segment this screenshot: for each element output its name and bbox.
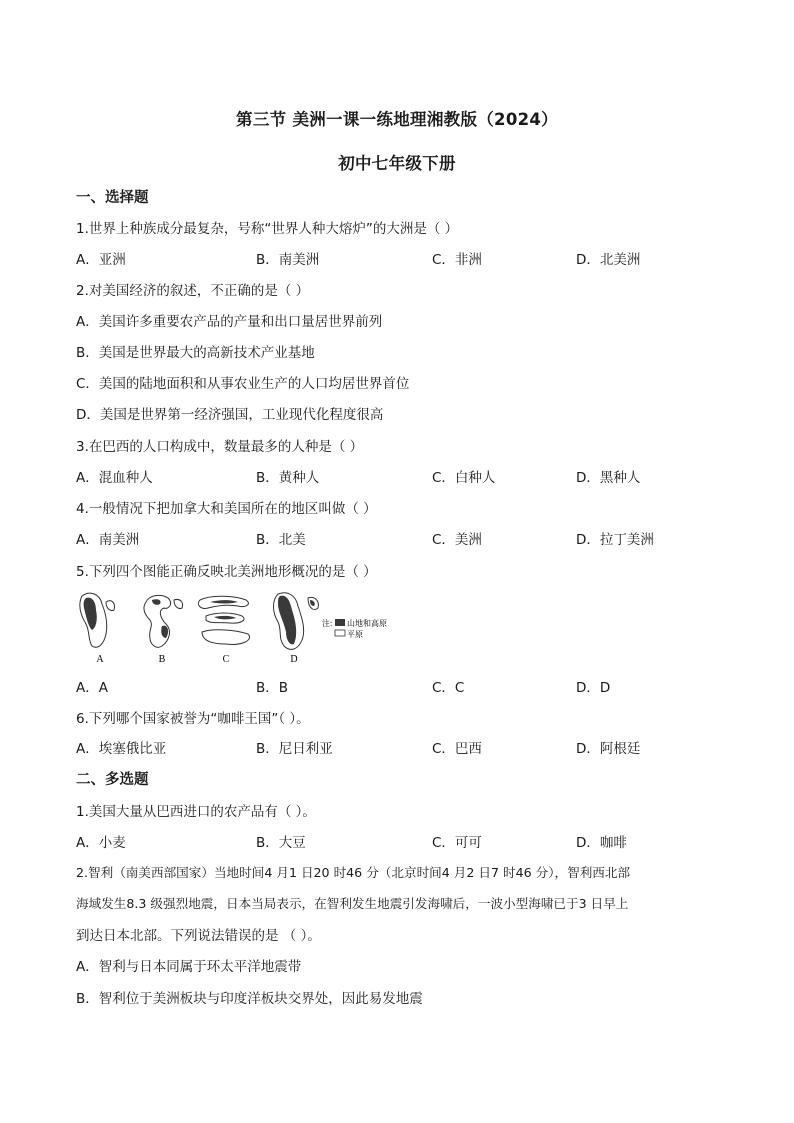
document-title: 第三节 美洲一课一练地理湘教版（2024）: [236, 110, 558, 129]
terrain-map-b: [144, 595, 183, 647]
legend-mountain-label: 山地和高原: [347, 619, 387, 628]
terrain-map-figure: [76, 588, 416, 668]
legend-note: 注:: [322, 619, 333, 628]
multi-question-2-option-b[interactable]: B．智利位于美洲板块与印度洋板块交界处，因此易发地震: [76, 991, 423, 1007]
question-1-option-d[interactable]: D．北美洲: [576, 252, 641, 268]
question-1-option-b[interactable]: B．南美洲: [256, 252, 320, 268]
question-5-stem: 5.下列四个图能正确反映北美洲地形概况的是（ ）: [76, 564, 377, 580]
question-4-option-c[interactable]: C．美洲: [432, 532, 482, 548]
legend-light-swatch: [335, 630, 345, 636]
question-6-option-d[interactable]: D．阿根廷: [576, 741, 641, 757]
question-2-stem: 2.对美国经济的叙述，不正确的是（ ）: [76, 283, 310, 299]
question-2-option-d[interactable]: D．美国是世界第一经济强国，工业现代化程度很高: [76, 407, 384, 423]
terrain-legend: [322, 618, 387, 639]
multi-question-2-stem-line-3: 到达日本北部。下列说法错误的是 （ ）。: [76, 928, 321, 944]
question-5-option-d[interactable]: D．D: [576, 680, 611, 696]
terrain-map-a: [80, 593, 115, 647]
question-2-option-a[interactable]: A．美国许多重要农产品的产量和出口量居世界前列: [76, 314, 383, 330]
question-1-stem: 1.世界上种族成分最复杂，号称“世界人种大熔炉”的大洲是（ ）: [76, 221, 459, 237]
figure-label-c: C: [222, 654, 230, 665]
multi-question-1-option-c[interactable]: C．可可: [432, 835, 482, 851]
question-4-option-b[interactable]: B．北美: [256, 532, 306, 548]
question-3-option-c[interactable]: C．白种人: [432, 470, 496, 486]
question-6-option-c[interactable]: C．巴西: [432, 741, 482, 757]
multi-question-1-option-a[interactable]: A．小麦: [76, 835, 126, 851]
question-5-option-a[interactable]: A．A: [76, 680, 108, 696]
question-3-option-b[interactable]: B．黄种人: [256, 470, 320, 486]
question-4-option-d[interactable]: D．拉丁美洲: [576, 532, 654, 548]
multi-question-1-option-b[interactable]: B．大豆: [256, 835, 306, 851]
question-3-stem: 3.在巴西的人口构成中，数量最多的人种是（ ）: [76, 439, 364, 455]
multi-question-2-stem-line-2: 海域发生8.3 级强烈地震，日本当局表示，在智利发生地震引发海啸后，一波小型海啸已于3 日早上: [76, 896, 629, 911]
question-1-option-c[interactable]: C．非洲: [432, 252, 482, 268]
terrain-map-c: [198, 596, 249, 644]
question-4-stem: 4.一般情况下把加拿大和美国所在的地区叫做（ ）: [76, 501, 377, 517]
question-2-option-b[interactable]: B．美国是世界最大的高新技术产业基地: [76, 345, 315, 361]
document-subtitle: 初中七年级下册: [338, 154, 456, 173]
multi-question-1-option-d[interactable]: D．咖啡: [576, 835, 627, 851]
question-2-option-c[interactable]: C．美国的陆地面积和从事农业生产的人口均居世界首位: [76, 376, 410, 392]
legend-plain-label: 平原: [347, 630, 363, 639]
question-6-option-b[interactable]: B．尼日利亚: [256, 741, 333, 757]
figure-label-d: D: [290, 654, 298, 665]
question-5-option-b[interactable]: B．B: [256, 680, 289, 696]
question-5-option-c[interactable]: C．C: [432, 680, 465, 696]
question-1-option-a[interactable]: A．亚洲: [76, 252, 126, 268]
multi-question-2-stem-line-1: 2.智利（南美西部国家）当地时间4 月1 日20 时46 分（北京时间4 月2 日7 时46 分），智利西北部: [76, 865, 631, 880]
section-heading-multi-choice: 二、多选题: [76, 772, 149, 788]
multi-question-1-stem: 1.美国大量从巴西进口的农产品有（ ）。: [76, 804, 316, 820]
terrain-map-d: [274, 593, 319, 650]
figure-label-b: B: [158, 654, 166, 665]
question-6-stem: 6.下列哪个国家被誉为“咖啡王国”（ ）。: [76, 711, 310, 727]
question-4-option-a[interactable]: A．南美洲: [76, 532, 140, 548]
question-3-option-a[interactable]: A．混血种人: [76, 470, 153, 486]
multi-question-2-option-a[interactable]: A．智利与日本同属于环太平洋地震带: [76, 959, 302, 975]
figure-label-a: A: [96, 654, 104, 665]
question-6-option-a[interactable]: A．埃塞俄比亚: [76, 741, 167, 757]
legend-dark-swatch: [335, 619, 345, 626]
question-3-option-d[interactable]: D．黑种人: [576, 470, 641, 486]
section-heading-single-choice: 一、选择题: [76, 190, 149, 206]
